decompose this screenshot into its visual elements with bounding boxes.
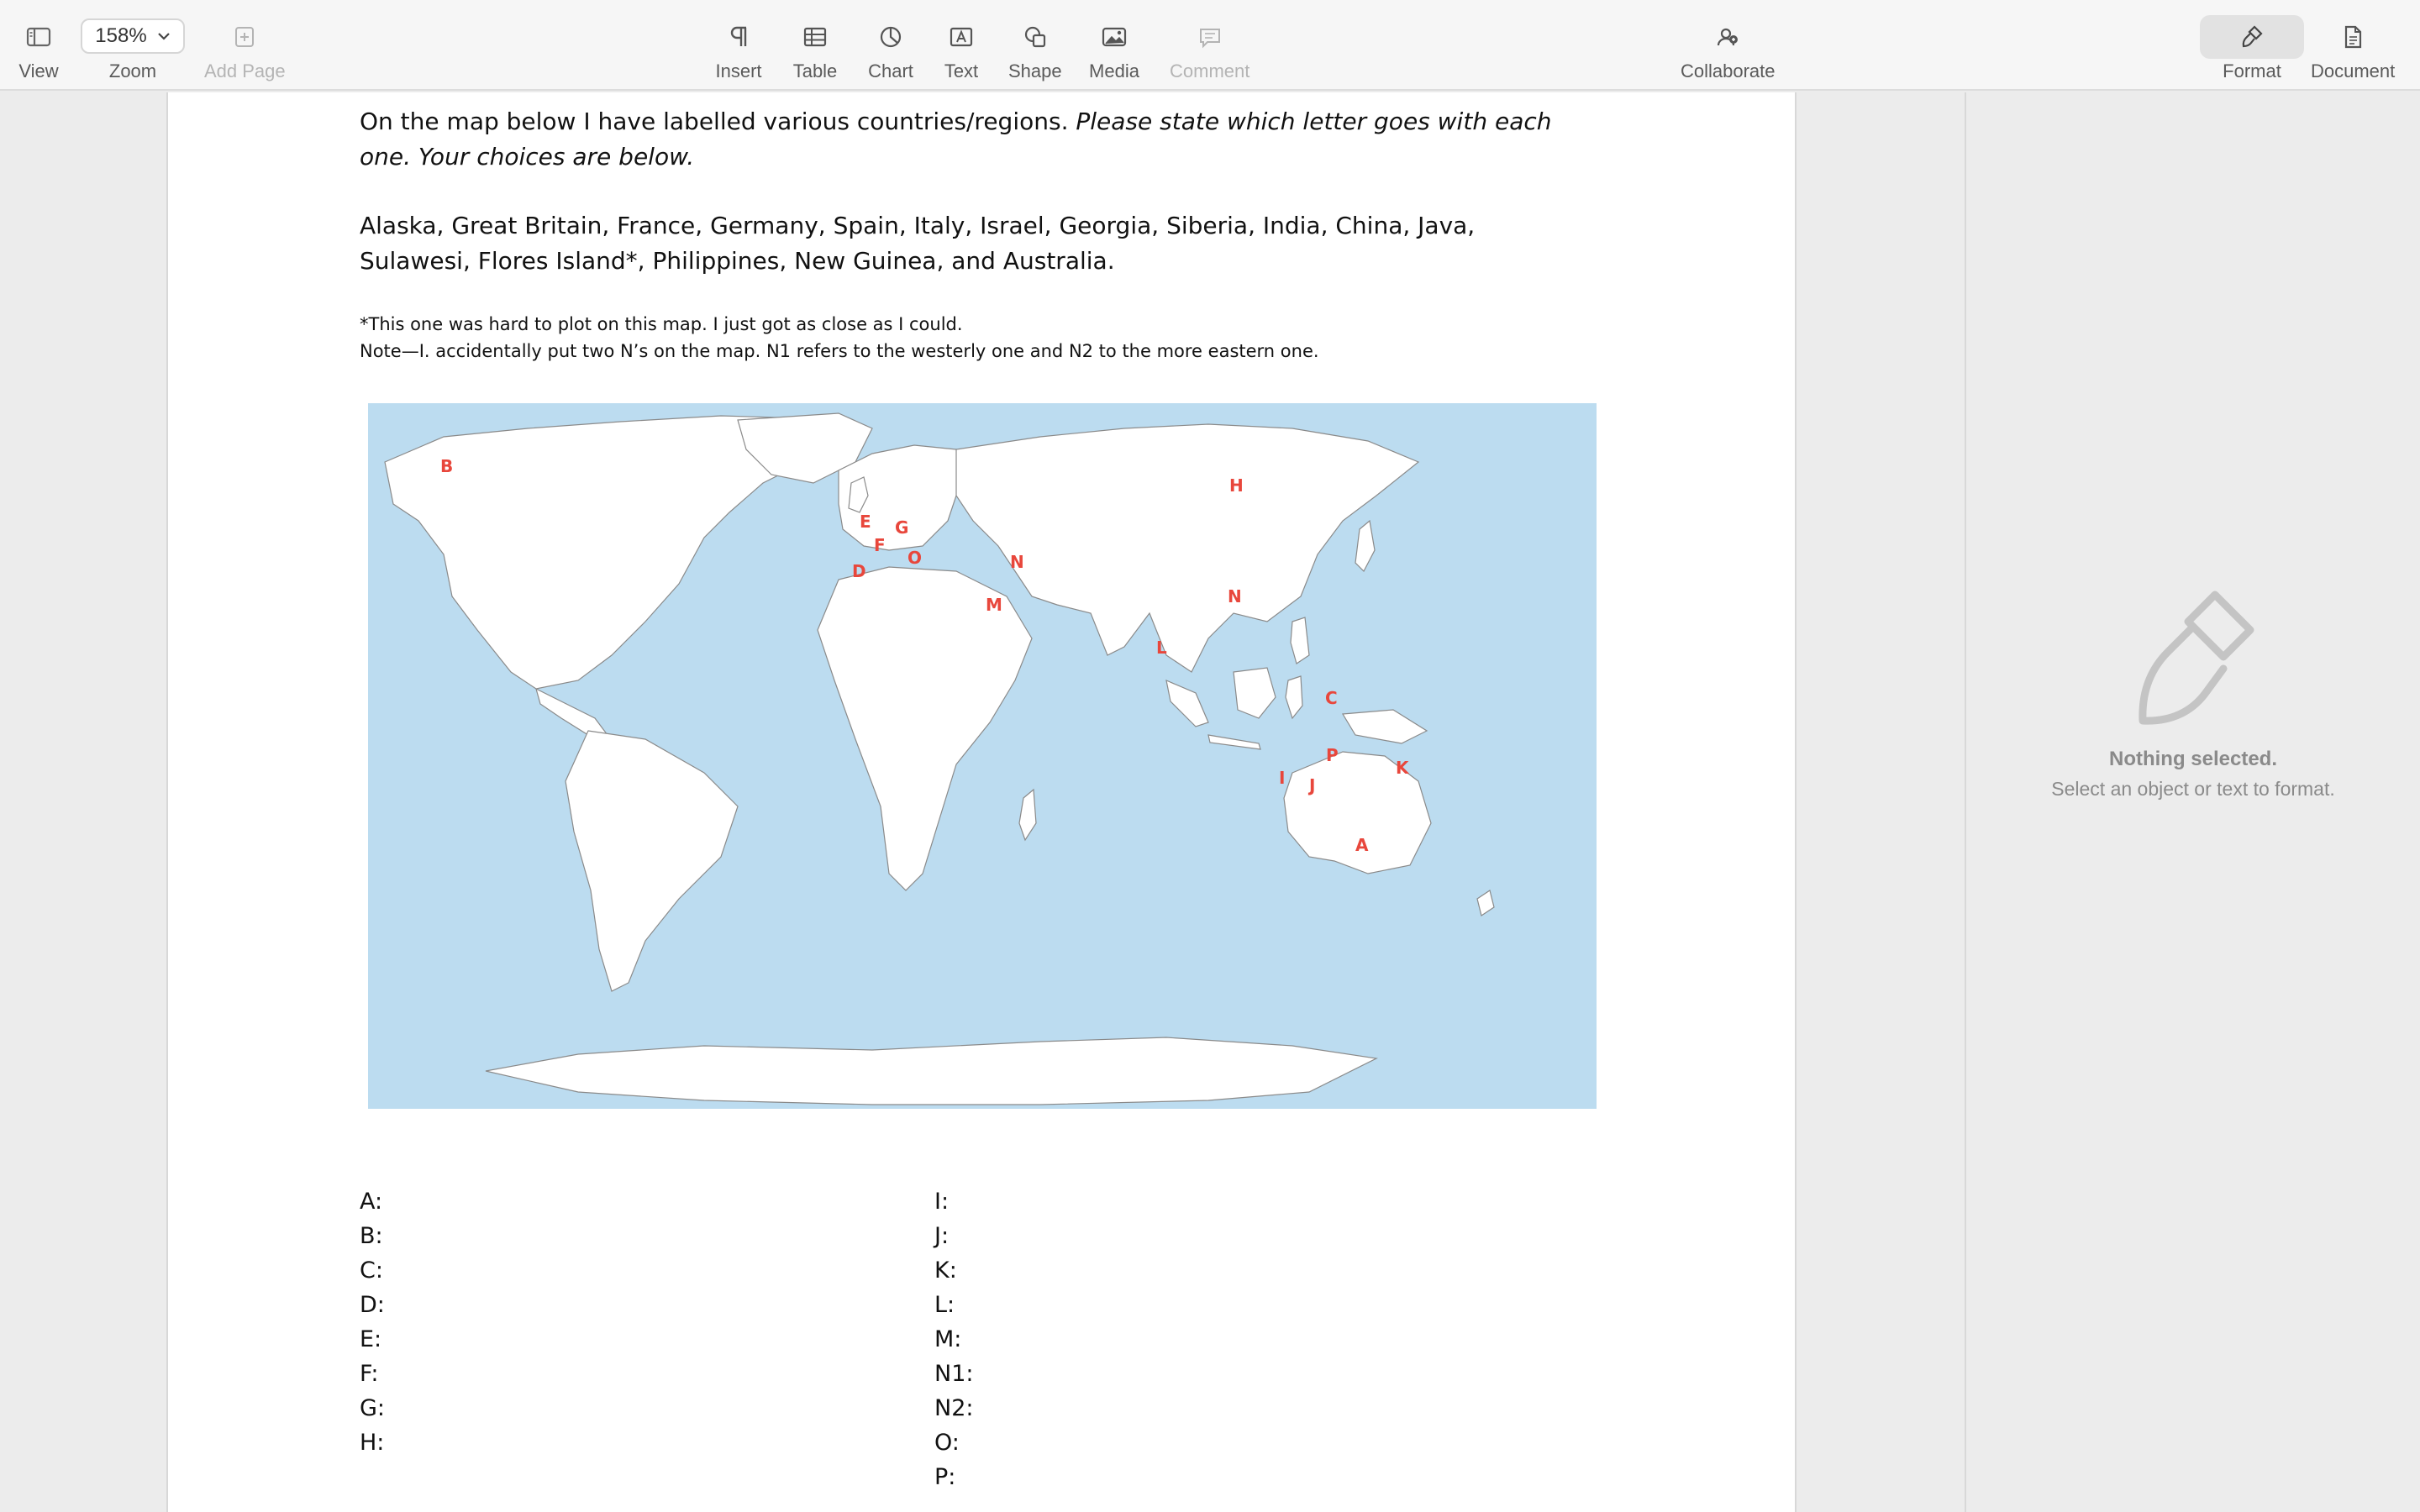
world-map-svg	[368, 403, 1597, 1109]
document-canvas[interactable]	[0, 92, 1965, 1512]
map-letter-n2: N	[1228, 586, 1242, 606]
map-letter-m: M	[986, 595, 1002, 615]
answer-line-f[interactable]: F:	[360, 1361, 379, 1387]
choices-paragraph[interactable]: Alaska, Great Britain, France, Germany, Spain, Italy, Israel, Georgia, Siberia, India, China, Java, Sulawesi, Flores Island*, Philippines, New Guinea, and Australia.	[360, 212, 1476, 275]
map-letter-f: F	[874, 535, 886, 555]
add-page-icon	[219, 15, 270, 59]
answer-line-n2[interactable]: N2:	[934, 1395, 974, 1421]
new-zealand-shape	[1477, 890, 1494, 916]
borneo-shape	[1234, 668, 1276, 718]
japan-shape	[1355, 521, 1375, 571]
map-letter-a: A	[1355, 835, 1369, 855]
zoom-label: Zoom	[108, 60, 157, 81]
insert-button[interactable]	[713, 15, 764, 82]
map-letter-e: E	[860, 512, 871, 532]
shape-label: Shape	[1008, 60, 1062, 81]
footnote-1[interactable]: *This one was hard to plot on this map. I just got as close as I could.	[360, 314, 963, 334]
shape-icon	[1010, 15, 1060, 59]
insert-label: Insert	[715, 60, 762, 81]
sidebar-icon	[13, 15, 64, 59]
footnote-2[interactable]: Note—I. accidentally put two N’s on the map. N1 refers to the westerly one and N2 to the more eastern one.	[360, 341, 1319, 361]
map-letter-l: L	[1156, 638, 1167, 658]
media-label: Media	[1089, 60, 1139, 81]
text-box-icon	[936, 15, 986, 59]
view-button[interactable]	[13, 15, 64, 82]
map-letter-i: I	[1279, 768, 1286, 788]
map-letter-j: J	[1309, 775, 1316, 795]
answer-line-d[interactable]: D:	[360, 1292, 385, 1318]
view-label: View	[18, 60, 59, 81]
africa-shape	[818, 567, 1032, 890]
photo-icon	[1089, 15, 1139, 59]
collaborate-label: Collaborate	[1681, 60, 1776, 81]
answer-line-i[interactable]: I:	[934, 1189, 950, 1215]
format-inspector	[1965, 92, 2420, 1512]
nothing-selected-title: Nothing selected.	[2108, 748, 2278, 770]
answer-line-a[interactable]: A:	[360, 1189, 383, 1215]
map-letter-g: G	[895, 517, 909, 538]
answer-line-k[interactable]: K:	[934, 1257, 957, 1284]
sulawesi-shape	[1286, 676, 1302, 718]
collaborate-icon	[1702, 15, 1753, 59]
chart-button[interactable]	[865, 15, 916, 82]
format-label: Format	[2223, 60, 2281, 81]
intro-paragraph[interactable]	[360, 104, 1586, 175]
south-america-shape	[566, 731, 738, 991]
table-label: Table	[792, 60, 838, 81]
answer-line-g[interactable]: G:	[360, 1395, 386, 1421]
zoom-control[interactable]	[81, 15, 185, 82]
chart-label: Chart	[868, 60, 913, 81]
answers-right-column[interactable]	[934, 1184, 973, 1494]
toolbar	[0, 0, 2420, 91]
world-map-image[interactable]	[368, 403, 1597, 1109]
answer-line-c[interactable]: C:	[360, 1257, 383, 1284]
paintbrush-icon	[2124, 586, 2267, 738]
zoom-value: 158%	[95, 24, 147, 47]
collaborate-button[interactable]	[1681, 15, 1776, 82]
map-letter-c: C	[1325, 688, 1338, 708]
intro-plain-text: On the map below I have labelled various countries/regions.	[360, 108, 1076, 135]
add-page-label: Add Page	[204, 60, 286, 81]
document-button[interactable]	[2311, 15, 2395, 82]
map-letter-o: O	[908, 548, 923, 568]
document-label: Document	[2311, 60, 2396, 81]
answer-line-b[interactable]: B:	[360, 1223, 383, 1249]
chevron-down-icon	[157, 31, 171, 41]
comment-label: Comment	[1170, 60, 1250, 81]
text-button[interactable]	[936, 15, 986, 82]
answer-line-h[interactable]: H:	[360, 1430, 385, 1456]
add-page-button[interactable]	[204, 15, 286, 82]
answer-line-m[interactable]: M:	[934, 1326, 962, 1352]
table-icon	[790, 15, 840, 59]
answer-line-n1[interactable]: N1:	[934, 1361, 974, 1387]
answer-line-e[interactable]: E:	[360, 1326, 382, 1352]
answer-line-l[interactable]: L:	[934, 1292, 955, 1318]
sumatra-shape	[1166, 680, 1208, 727]
central-america-shape	[536, 689, 608, 735]
madagascar-shape	[1019, 790, 1036, 840]
map-letter-k: K	[1396, 758, 1409, 778]
format-button[interactable]	[2200, 15, 2304, 82]
map-letter-n1: N	[1010, 552, 1024, 572]
map-letter-h: H	[1229, 475, 1244, 496]
pilcrow-icon	[713, 15, 764, 59]
table-button[interactable]	[790, 15, 840, 82]
answer-line-p[interactable]: P:	[934, 1464, 956, 1490]
map-letter-d: D	[852, 561, 866, 581]
comment-icon	[1185, 15, 1235, 59]
australia-shape	[1284, 752, 1431, 874]
map-letter-p: P	[1326, 745, 1339, 765]
media-button[interactable]	[1089, 15, 1139, 82]
intro-italic-text: Please state which letter goes with each one. Your choices are below.	[360, 108, 1552, 171]
answer-line-o[interactable]: O:	[934, 1430, 960, 1456]
document-icon	[2328, 15, 2378, 59]
java-shape	[1208, 735, 1260, 749]
new-guinea-shape	[1343, 710, 1427, 743]
answers-left-column[interactable]	[360, 1184, 385, 1460]
text-label: Text	[944, 60, 979, 81]
map-letter-b: B	[440, 456, 454, 476]
document-page[interactable]	[166, 92, 1797, 1512]
chart-icon	[865, 15, 916, 59]
nothing-selected-subtitle: Select an object or text to format.	[2051, 778, 2335, 800]
shape-button[interactable]	[1008, 15, 1062, 82]
antarctica-shape	[486, 1037, 1376, 1105]
answer-line-j[interactable]: J:	[934, 1223, 950, 1249]
paintbrush-icon	[2200, 15, 2304, 59]
zoom-select[interactable]	[81, 18, 185, 54]
comment-button[interactable]	[1170, 15, 1249, 82]
philippines-shape	[1291, 617, 1309, 664]
